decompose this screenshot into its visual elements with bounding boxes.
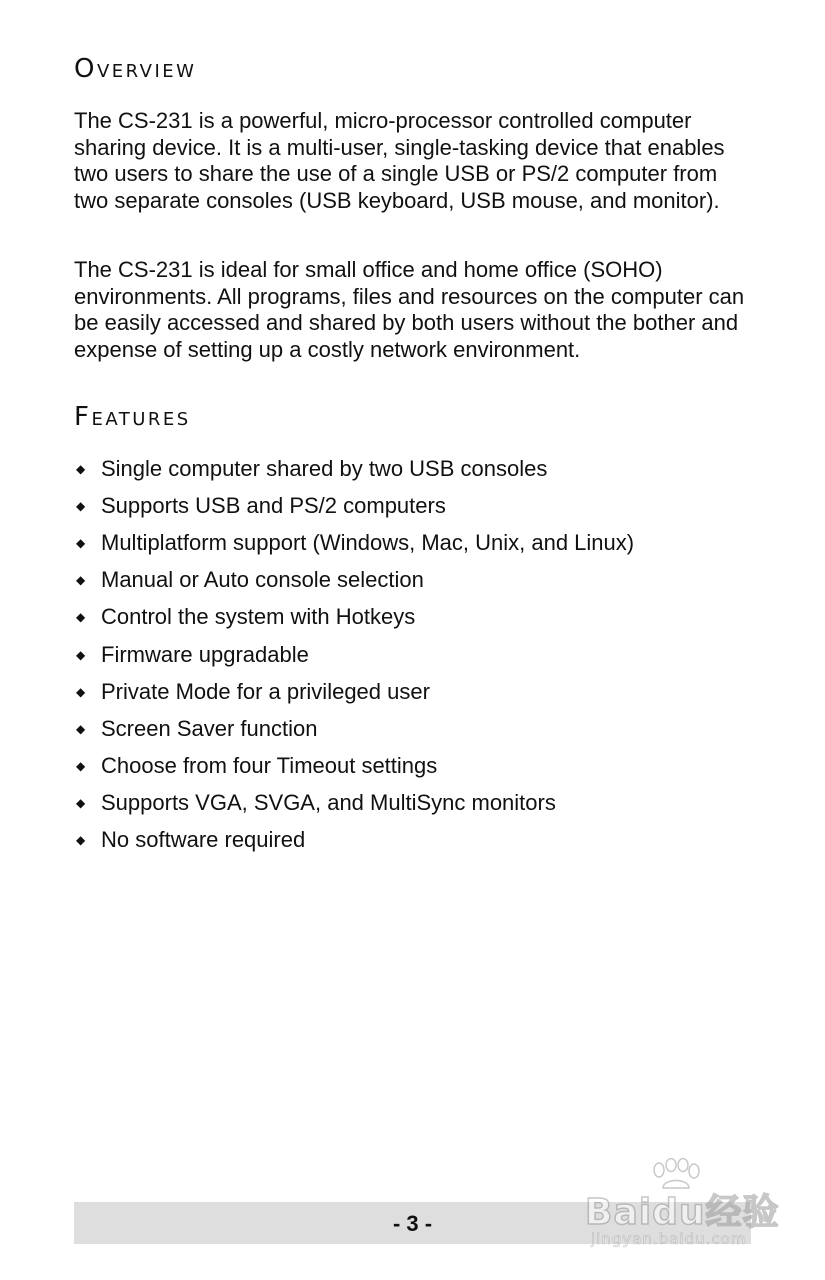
feature-text: Firmware upgradable (101, 641, 309, 667)
feature-item (74, 487, 634, 524)
overview-paragraph: The CS-231 is ideal for small office and home office (SOHO) environments. All programs, files and resources on the computer can be easily accessed and shared by both users without the bother and expense of setting up a costly network environment. (74, 257, 745, 362)
diamond-bullet-icon: ◆ (76, 610, 86, 625)
diamond-bullet-icon: ◆ (76, 535, 86, 550)
diamond-bullet-icon: ◆ (76, 684, 86, 699)
feature-item (74, 599, 634, 636)
feature-text: Manual or Auto console selection (101, 567, 424, 593)
feature-text: Multiplatform support (Windows, Mac, Unix, and Linux) (101, 529, 635, 555)
feature-text: Single computer shared by two USB consoles (101, 455, 548, 481)
page-number: - 3 - (392, 1211, 433, 1236)
feature-item (74, 785, 634, 822)
diamond-bullet-icon: ◆ (76, 573, 86, 588)
diamond-bullet-icon: ◆ (76, 796, 86, 811)
feature-item (74, 524, 634, 561)
feature-text: Supports USB and PS/2 computers (101, 492, 446, 518)
feature-item (74, 748, 634, 785)
features-list (74, 450, 634, 859)
overview-paragraph: The CS-231 is a powerful, micro-processor controlled computer sharing device. It is a multi-user, single-tasking device that enables two users to share the use of a single USB or PS/2 computer from two separate consoles (USB keyboard, USB mouse, and monitor). (74, 108, 725, 213)
watermark-url: jingyan.baidu.com (591, 1230, 747, 1248)
feature-text: Control the system with Hotkeys (101, 604, 416, 630)
feature-item (74, 673, 634, 710)
feature-item (74, 710, 634, 747)
feature-text: Supports VGA, SVGA, and MultiSync monitors (101, 790, 556, 816)
overview-heading: Overview (74, 54, 197, 84)
features-heading: Features (74, 402, 191, 432)
feature-text: Private Mode for a privileged user (101, 678, 430, 704)
watermark-brand: Baidu经验 (585, 1192, 780, 1233)
diamond-bullet-icon: ◆ (76, 833, 86, 848)
feature-item (74, 822, 634, 859)
diamond-bullet-icon: ◆ (76, 721, 86, 736)
feature-text: No software required (101, 827, 306, 853)
feature-text: Choose from four Timeout settings (101, 753, 438, 779)
feature-item (74, 562, 634, 599)
feature-item (74, 636, 634, 673)
baidu-jingyan-watermark (585, 1158, 785, 1258)
diamond-bullet-icon: ◆ (76, 759, 86, 774)
diamond-bullet-icon: ◆ (76, 498, 86, 513)
feature-item (74, 450, 634, 487)
diamond-bullet-icon: ◆ (76, 461, 86, 476)
feature-text: Screen Saver function (101, 715, 318, 741)
diamond-bullet-icon: ◆ (76, 647, 86, 662)
